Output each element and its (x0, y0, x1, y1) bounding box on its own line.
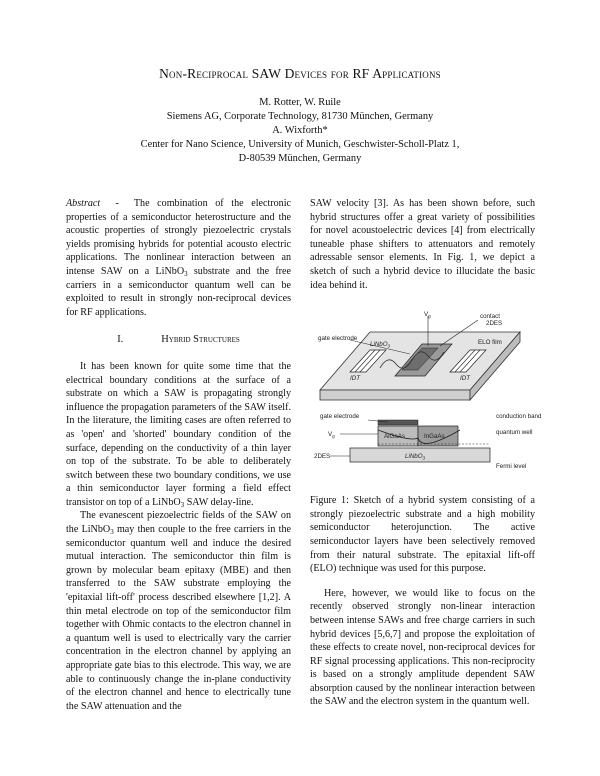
affiliation-1: Siemens AG, Corporate Technology, 81730 München, Germany (166, 111, 434, 122)
label-quantum-well: quantum well (496, 429, 533, 437)
label-gate-electrode-top: gate electrode (318, 335, 358, 343)
author-names-1: M. Rotter, W. Ruile (259, 97, 341, 108)
label-gate-electrode: gate electrode (320, 413, 360, 421)
section-number: I. (117, 334, 124, 346)
body-paragraph-2 (66, 509, 291, 713)
abstract-sub: 3 (184, 269, 188, 278)
body-paragraph-3: SAW velocity [3]. As has been shown before, such hybrid structures offer a great variety of possibilities for novel acoustoelectric devices [4] from electrically tuneable phase shifters to attenuators and remotely adressable sensor elements. In Fig. 1, we depict a sketch of such a hybrid device to illucidate the basic idea behind it. (310, 198, 535, 291)
label-vg-top: $V_g$ (424, 311, 431, 319)
left-column (66, 197, 291, 713)
label-conduction-band: conduction band (496, 413, 542, 421)
section-title: Hybrid Structures (161, 334, 240, 346)
subscript: 3 (180, 500, 185, 509)
abstract-text-b: substrate and the free carriers in a semiconductor quantum well can be exploited to result in strongly non-reciprocal devices for RF applications. (66, 265, 292, 318)
label-2des: 2DES (314, 453, 331, 461)
substrate-edge (320, 390, 470, 400)
label-algaas: AlGaAs (384, 433, 405, 441)
author-names-2: A. Wixforth* (272, 125, 328, 136)
body-paragraph-4: Here, however, we would like to focus on the recently observed strongly non-linear interaction between intense SAWs and free charge carriers in such hybrid devices [5,6,7] and propose the exploitation of these effects to create novel, non-reciprocal devices for RF signal processing applications. This non-reciprocity is based on a strongly amplitude dependent SAW absorption caused by the nonlinear interaction between the SAW and the electron system in the quantum well. (310, 587, 535, 708)
right-column (310, 197, 542, 709)
label-idt-left: IDT (350, 375, 360, 383)
gate-layer (378, 420, 418, 425)
label-vg-left: $V_g$ (328, 431, 335, 439)
abstract (66, 197, 291, 319)
figure-1 (310, 310, 542, 482)
figure-caption: Figure 1: Sketch of a hybrid system consisting of a strongly piezoelectric substrate and a high mobility semiconductor heterojunction. The active semiconductor layers have been selectively removed from their natural substrate. The epitaxial lift-off (ELO) technique was used for this purpose. (310, 495, 535, 575)
abstract-label: Abstract (66, 198, 101, 209)
affiliation-2: Center for Nano Science, University of Munich, Geschwister-Scholl-Platz 1, (140, 139, 460, 150)
section-heading (66, 333, 291, 347)
paragraph-text: It has been known for quite some time that the electrical boundary conditions at the surface of a substrate on which a SAW is propagating strongly influence the propagation parameters of the SAW itself. In the literature, the limiting cases are often referred to as 'open' and 'shorted' boundary condition of the surface, depending on the conductivity of a thin layer on top of the substrate. To be able to deliberately switch between these two boundary conditions, we use a thin semiconductor layer forming a field effect transistor on top of a LiNbO (66, 360, 291, 508)
author-block (0, 96, 600, 166)
label-idt-right: IDT (460, 375, 470, 383)
label-contact-b: 2DES (486, 320, 503, 328)
paper-title (0, 66, 600, 82)
label-elo-film: ELO film (478, 339, 502, 347)
label-substrate-top: LiNbO$_3$ (370, 341, 391, 349)
hybrid-device-sketch (310, 310, 542, 482)
abstract-text-a: The combination of the electronic properties of a semiconductor heterostructure and the acoustic properties of strongly piezoelectric crystals yields promising hybrids for potential acousto electric applications. The nonlinear interaction between an intense SAW on a LiNbO (66, 198, 291, 277)
paragraph-text: SAW delay-line. (184, 496, 254, 508)
label-ingaas: InGaAs (424, 433, 445, 441)
label-linbo3: LiNbO$_3$ (405, 453, 426, 461)
abstract-dash: - (115, 198, 119, 209)
affiliation-2-address: D-80539 München, Germany (238, 153, 362, 164)
paragraph-text: may then couple to the free carriers in the semiconductor quantum well and induce the desired mutual interaction. The semiconductor thin film is grown by molecular beam epitaxy (MBE) and then transferred to the SAW substrate employing the 'epitaxial lift-off' process described elsewhere [1,2]. A thin metal electrode on top of the semiconductor film together with Ohmic contacts to the electron channel in a quantum well is used to electrically vary the carrier concentration in the electron channel by applying an appropriate gate bias to this electrode. This way, we are able to continuously change the in-plane conductivity of the electron channel and hence to electrically tune the SAW attenuation and the (66, 524, 291, 712)
title-text: Non-Reciprocal SAW Devices for RF Applications (159, 66, 441, 81)
subscript: 3 (110, 528, 114, 537)
label-fermi-level: Fermi level (496, 463, 527, 471)
label-contact: contact (480, 313, 500, 321)
paragraph-text: The evanescent piezoelectric fields of the SAW on the LiNbO (66, 510, 291, 536)
body-paragraph-1 (66, 360, 291, 510)
